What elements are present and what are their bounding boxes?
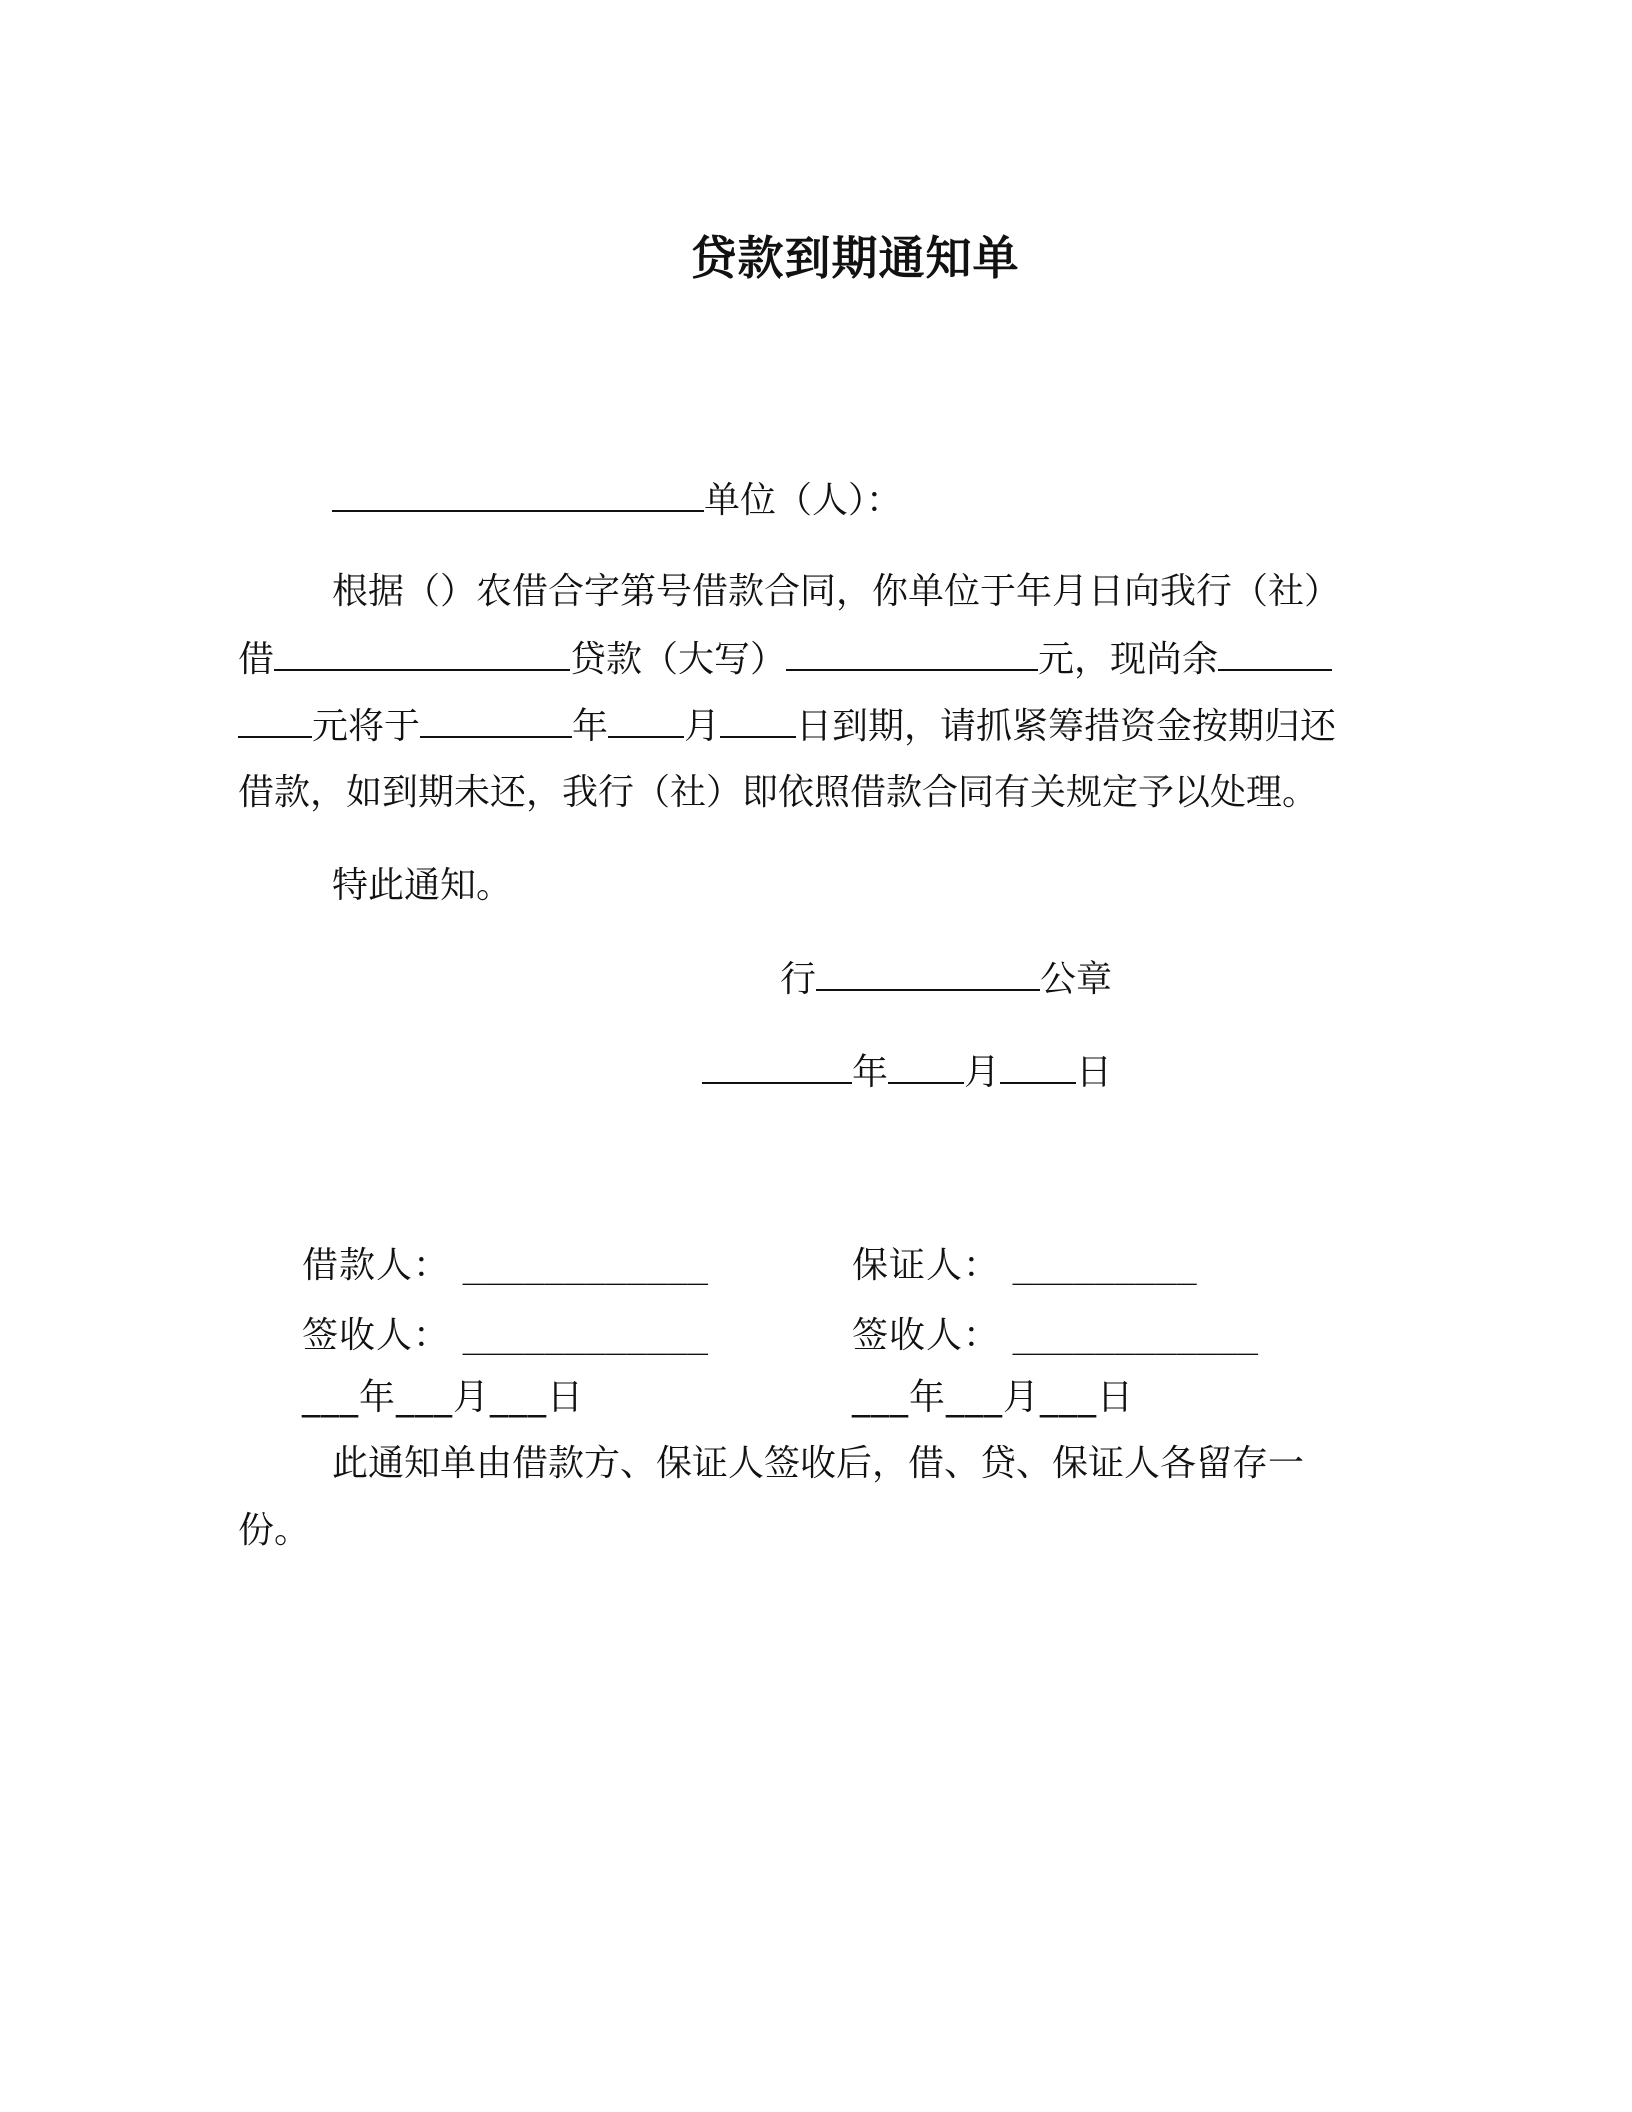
borrower-line bbox=[302, 1236, 708, 1296]
guarantor-line bbox=[852, 1236, 1197, 1296]
loan-type-blank bbox=[274, 625, 570, 671]
remaining-amount-blank-cont bbox=[238, 692, 312, 738]
document-title: 贷款到期通知单 bbox=[690, 231, 1020, 285]
body-line-2-remaining-label: 元，现尚余 bbox=[1038, 639, 1219, 680]
seal-year-label: 年 bbox=[852, 1052, 889, 1093]
closing-text: 特此通知。 bbox=[332, 865, 513, 906]
guarantor-label: 保证人： bbox=[852, 1245, 1001, 1286]
borrower-receiver-blank: ____________ bbox=[462, 1316, 709, 1356]
due-prefix: 元将于 bbox=[312, 706, 421, 747]
borrower-label: 借款人： bbox=[302, 1245, 451, 1286]
borrower-blank: ____________ bbox=[462, 1246, 709, 1286]
due-day-blank bbox=[720, 692, 796, 738]
seal-day-blank bbox=[1000, 1038, 1076, 1084]
due-year-blank bbox=[420, 692, 572, 738]
body-line-3 bbox=[238, 692, 1336, 761]
due-month-blank bbox=[608, 692, 684, 738]
seal-day-label: 日 bbox=[1076, 1052, 1113, 1093]
body-line-2 bbox=[238, 625, 1332, 694]
body-line-4: 借款，如到期未还，我行（社）即依照借款合同有关规定予以处理。 bbox=[238, 772, 1319, 813]
body-line-2-start: 借 bbox=[238, 639, 275, 680]
salutation-line bbox=[332, 466, 902, 535]
body-line-1: 根据（）农借合字第号借款合同，你单位于年月日向我行（社） bbox=[332, 571, 1341, 612]
guarantor-blank: _________ bbox=[1012, 1246, 1197, 1286]
seal-month-label: 月 bbox=[964, 1052, 1001, 1093]
seal-stamp-label: 公章 bbox=[1040, 959, 1113, 1000]
due-day-label: 日到期，请抓紧筹措资金按期归还 bbox=[796, 706, 1337, 747]
note-line-1: 此通知单由借款方、保证人签收后，借、贷、保证人各留存一 bbox=[332, 1443, 1305, 1484]
guarantor-receiver-label: 签收人： bbox=[852, 1315, 1001, 1356]
due-year-label: 年 bbox=[572, 706, 609, 747]
body-line-2-capital-label: 贷款（大写） bbox=[570, 639, 787, 680]
note-line-2: 份。 bbox=[238, 1510, 311, 1551]
bank-name-blank bbox=[816, 945, 1040, 991]
seal-month-blank bbox=[888, 1038, 964, 1084]
capital-amount-blank bbox=[786, 625, 1038, 671]
borrower-receiver-line bbox=[302, 1306, 708, 1366]
guarantor-date: ___年___月___日 bbox=[852, 1377, 1135, 1418]
due-month-label: 月 bbox=[684, 706, 721, 747]
borrower-date: ___年___月___日 bbox=[302, 1377, 585, 1418]
seal-bank-prefix: 行 bbox=[780, 959, 817, 1000]
guarantor-receiver-line bbox=[852, 1306, 1258, 1366]
seal-year-blank bbox=[702, 1038, 852, 1084]
seal-line bbox=[780, 945, 1112, 1014]
salutation-suffix: 单位（人）： bbox=[704, 480, 903, 521]
guarantor-receiver-blank: ____________ bbox=[1012, 1316, 1259, 1356]
remaining-amount-blank bbox=[1218, 625, 1332, 671]
recipient-blank bbox=[332, 466, 704, 512]
seal-date-line bbox=[702, 1038, 1112, 1107]
borrower-receiver-label: 签收人： bbox=[302, 1315, 451, 1356]
